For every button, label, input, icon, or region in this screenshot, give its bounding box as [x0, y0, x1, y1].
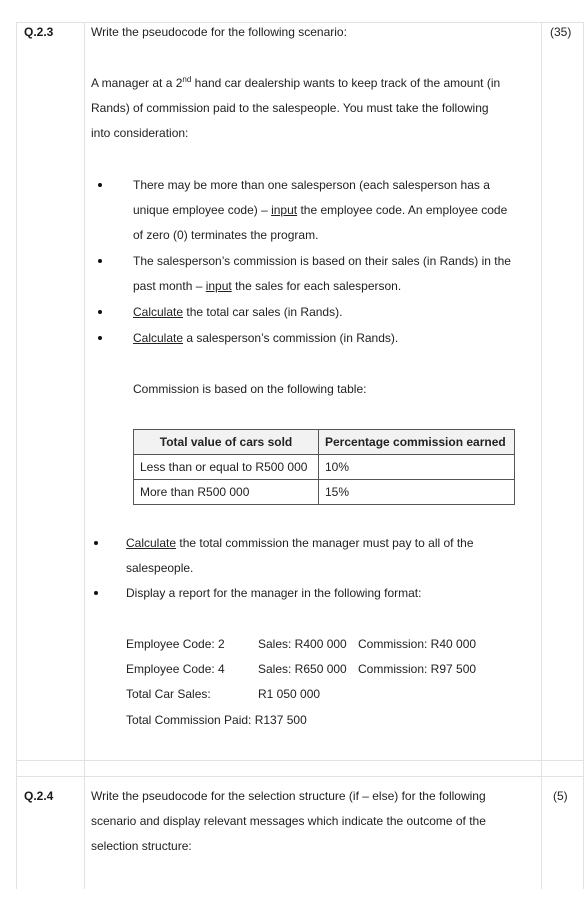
question-marks: (5) [553, 789, 568, 803]
report-employee-code: Employee Code: 2 [126, 637, 225, 651]
question-instruction: Write the pseudocode for the following scenario: [91, 25, 347, 39]
bullet-text: There may be more than one salesperson (each salesperson has a [133, 178, 490, 192]
table-header-row [134, 430, 515, 455]
grid-line [541, 22, 542, 889]
bullet-text: past month – input the sales for each salesperson. [133, 279, 402, 293]
grid-line [16, 760, 584, 761]
grid-line [16, 22, 17, 889]
report-employee-code: Employee Code: 4 [126, 662, 225, 676]
report-sales: Sales: R650 000 [258, 662, 347, 676]
table-header-cell: Percentage commission earned [319, 430, 515, 455]
report-commission: Commission: R97 500 [358, 662, 477, 676]
table-cell: 10% [319, 455, 515, 480]
report-total-commission: Total Commission Paid: R137 500 [126, 713, 307, 727]
bullet-text: salespeople. [126, 561, 194, 575]
bullet-text: unique employee code) – input the employee code. An employee code [133, 203, 508, 217]
question-text-line: selection structure: [91, 839, 192, 853]
question-text-line: scenario and display relevant messages which indicate the outcome of the [91, 814, 486, 828]
bullet-dot [98, 336, 102, 340]
bullet-dot [98, 259, 102, 263]
question-number: Q.2.3 [24, 25, 54, 39]
bullet-dot [94, 541, 98, 545]
bullet-dot [98, 310, 102, 314]
bullet-text: of zero (0) terminates the program. [133, 228, 319, 242]
grid-line [16, 776, 584, 777]
question-text-line: Write the pseudocode for the selection structure (if – else) for the following [91, 789, 486, 803]
bullet-text: Display a report for the manager in the following format: [126, 586, 422, 600]
bullet-dot [94, 591, 98, 595]
report-total-sales-value: R1 050 000 [258, 687, 321, 701]
bullet-text: Calculate the total commission the manager must pay to all of the [126, 536, 474, 550]
table-cell: More than R500 000 [134, 480, 319, 505]
grid-line [583, 22, 584, 889]
report-commission: Commission: R40 000 [358, 637, 477, 651]
report-sales: Sales: R400 000 [258, 637, 347, 651]
commission-table [133, 429, 515, 505]
table-cell: 15% [319, 480, 515, 505]
report-total-sales-label: Total Car Sales: [126, 687, 211, 701]
table-row [134, 480, 515, 505]
bullet-text: Calculate a salesperson’s commission (in Rands). [133, 331, 399, 345]
grid-line [84, 22, 85, 889]
table-cell: Less than or equal to R500 000 [134, 455, 319, 480]
scenario-line: into consideration: [91, 126, 189, 140]
grid-line [16, 22, 584, 23]
scenario-line: Rands) of commission paid to the salespeople. You must take the following [91, 101, 489, 115]
bullet-text: The salesperson’s commission is based on their sales (in Rands) in the [133, 254, 511, 268]
table-intro: Commission is based on the following table: [133, 382, 367, 396]
question-number: Q.2.4 [24, 789, 54, 803]
table-row [134, 455, 515, 480]
question-marks: (35) [550, 25, 572, 39]
bullet-text: Calculate the total car sales (in Rands). [133, 305, 343, 319]
table-header-cell: Total value of cars sold [134, 430, 319, 455]
bullet-dot [98, 183, 102, 187]
scenario-line: A manager at a 2nd hand car dealership wants to keep track of the amount (in [91, 75, 501, 90]
